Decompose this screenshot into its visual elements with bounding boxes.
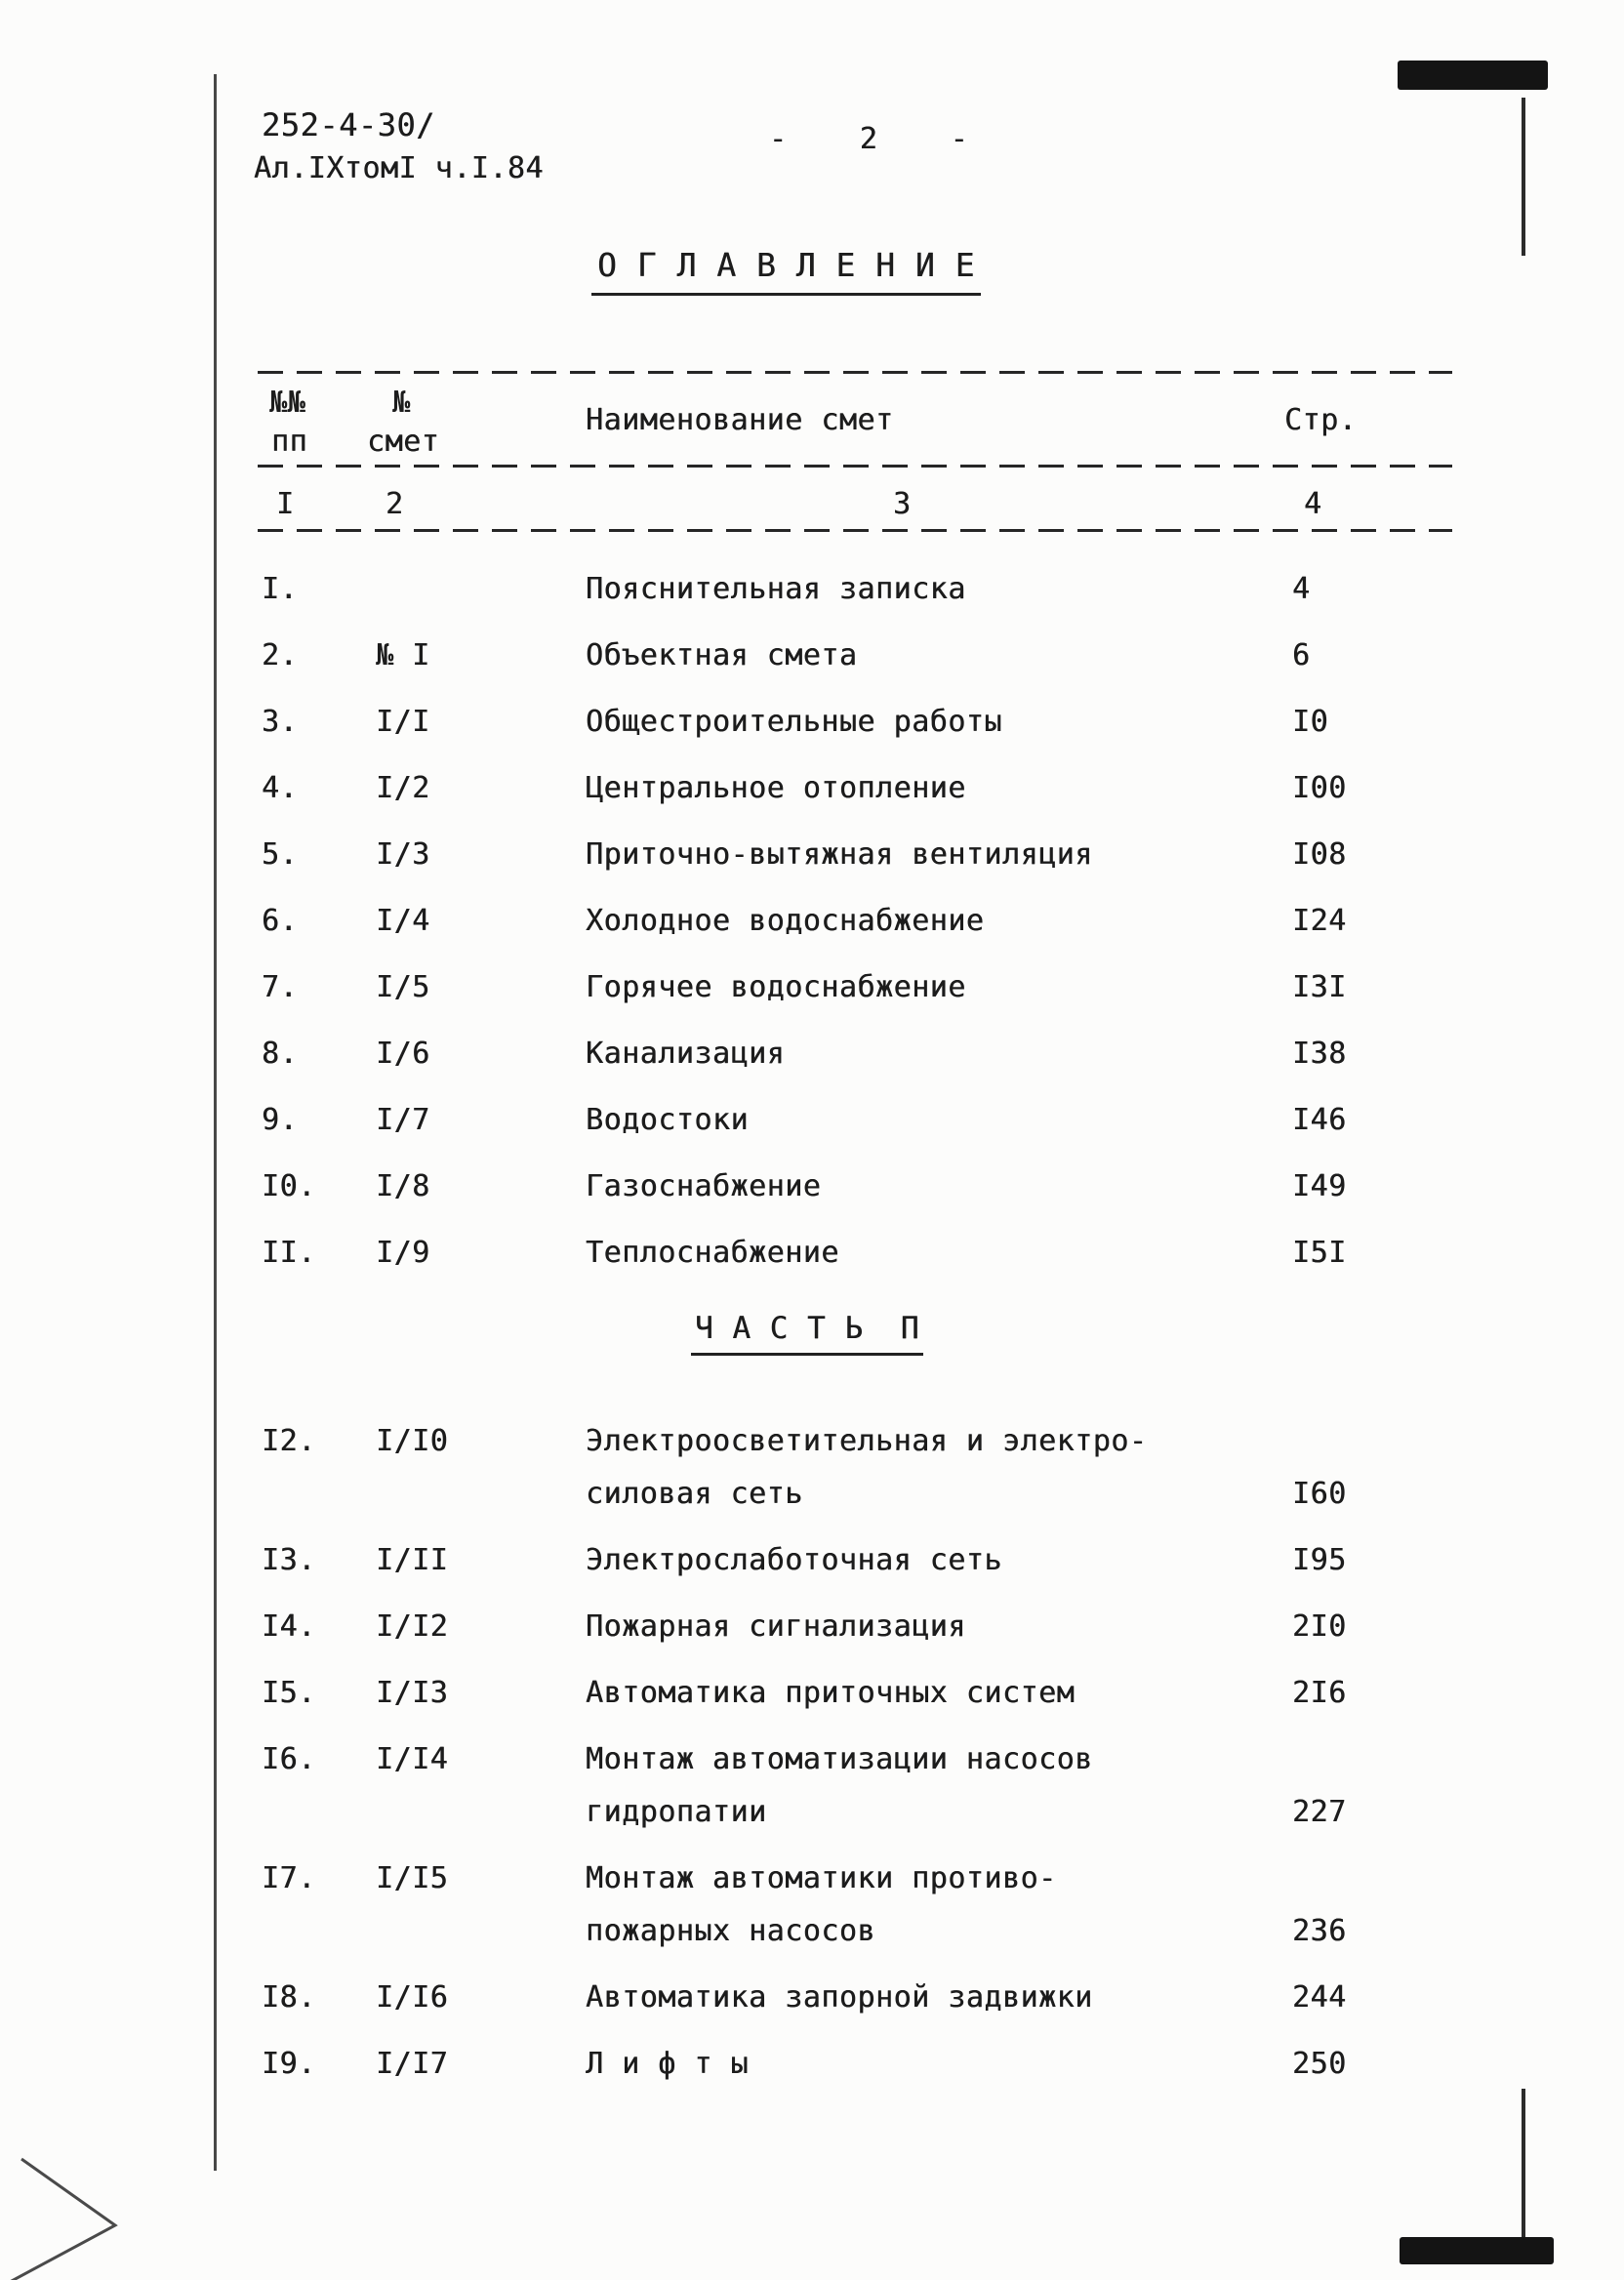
row-num: 4.	[262, 771, 299, 805]
bottom-right-corner-mark	[1400, 2237, 1554, 2264]
row-smeta: I/2	[376, 771, 430, 805]
row-smeta: I/I3	[376, 1676, 449, 1710]
toc-row	[262, 2046, 1456, 2083]
row-page: I00	[1292, 771, 1347, 805]
col-number-3: 3	[893, 487, 912, 521]
row-num: 5.	[262, 837, 299, 872]
toc-row	[262, 1860, 1456, 1950]
row-num: I5.	[262, 1676, 316, 1710]
left-border-line	[214, 74, 217, 2171]
row-num: 2.	[262, 638, 299, 672]
col-header-smet-line1: №	[392, 386, 411, 420]
row-page: I5I	[1292, 1236, 1347, 1270]
row-smeta: I/4	[376, 904, 430, 938]
row-name: Л и ф т ы	[586, 2047, 750, 2081]
row-page: I60	[1292, 1477, 1347, 1511]
row-smeta: I/9	[376, 1236, 430, 1270]
row-name: Монтаж автоматики противо- пожарных насосов	[586, 1861, 1057, 1948]
row-page: I49	[1292, 1169, 1347, 1203]
row-name: Приточно-вытяжная вентиляция	[586, 837, 1093, 872]
row-num: I7.	[262, 1861, 316, 1895]
toc-row	[262, 1235, 1456, 1272]
row-smeta: I/I5	[376, 1861, 449, 1895]
page-number: - 2 -	[769, 122, 969, 156]
top-right-corner-mark	[1398, 61, 1548, 90]
document-number: 252-4-30/	[262, 106, 435, 143]
row-page: I3I	[1292, 970, 1347, 1004]
row-smeta: I/8	[376, 1169, 430, 1203]
toc-row	[262, 1542, 1456, 1579]
row-name: Электрослаботочная сеть	[586, 1543, 1002, 1577]
row-name: Водостоки	[586, 1103, 750, 1137]
row-name: Общестроительные работы	[586, 705, 1002, 739]
toc-row	[262, 1102, 1456, 1139]
row-smeta: I/I2	[376, 1609, 449, 1644]
toc-row	[262, 1168, 1456, 1205]
toc-row	[262, 903, 1456, 940]
row-smeta: I/II	[376, 1543, 449, 1577]
row-num: I2.	[262, 1424, 316, 1458]
table-rule-colnum	[258, 529, 1452, 532]
row-smeta: I/5	[376, 970, 430, 1004]
row-page: 6	[1292, 638, 1311, 672]
table-rule-header	[258, 465, 1452, 468]
col-number-4: 4	[1304, 487, 1322, 521]
row-smeta: I/7	[376, 1103, 430, 1137]
row-num: I6.	[262, 1742, 316, 1776]
row-num: I8.	[262, 1980, 316, 2015]
row-page: 236	[1292, 1914, 1347, 1948]
col-header-name: Наименование смет	[586, 403, 894, 437]
row-smeta: I/I7	[376, 2047, 449, 2081]
toc-row	[262, 1675, 1456, 1712]
col-header-npp-line1: №№	[269, 386, 306, 420]
toc-row	[262, 1979, 1456, 2016]
row-smeta: I/6	[376, 1037, 430, 1071]
row-num: 6.	[262, 904, 299, 938]
row-num: II.	[262, 1236, 316, 1270]
row-page: I24	[1292, 904, 1347, 938]
row-num: I4.	[262, 1609, 316, 1644]
part2-heading: Ч А С Т Ь П	[691, 1310, 923, 1356]
row-smeta: I/I6	[376, 1980, 449, 2015]
row-page: 2I0	[1292, 1609, 1347, 1644]
row-name: Автоматика приточных систем	[586, 1676, 1076, 1710]
row-page: 227	[1292, 1795, 1347, 1829]
row-page: I95	[1292, 1543, 1347, 1577]
row-smeta: № I	[376, 638, 430, 672]
row-smeta: I/I	[376, 705, 430, 739]
row-page: 2I6	[1292, 1676, 1347, 1710]
row-name: Автоматика запорной задвижки	[586, 1980, 1093, 2015]
row-smeta: I/I4	[376, 1742, 449, 1776]
col-number-2: 2	[386, 487, 404, 521]
toc-row	[262, 1608, 1456, 1646]
row-smeta: I/3	[376, 837, 430, 872]
toc-row	[262, 1036, 1456, 1073]
toc-row	[262, 1741, 1456, 1831]
toc-row	[262, 571, 1456, 608]
row-num: I.	[262, 572, 299, 606]
row-page: 4	[1292, 572, 1311, 606]
row-page: I38	[1292, 1037, 1347, 1071]
row-name: Горячее водоснабжение	[586, 970, 966, 1004]
toc-row	[262, 637, 1456, 674]
toc-row	[262, 836, 1456, 874]
col-header-smet-line2: смет	[367, 425, 440, 459]
toc-row	[262, 704, 1456, 741]
row-num: 7.	[262, 970, 299, 1004]
page-title: О Г Л А В Л Е Н И Е	[591, 246, 981, 296]
row-page: 250	[1292, 2047, 1347, 2081]
row-num: 9.	[262, 1103, 299, 1137]
row-name: Центральное отопление	[586, 771, 966, 805]
toc-part2-rows	[262, 1423, 1456, 2112]
row-num: 8.	[262, 1037, 299, 1071]
col-number-1: I	[276, 487, 295, 521]
toc-row	[262, 770, 1456, 807]
toc-row	[262, 1423, 1456, 1513]
document-code: Ал.IХтомI ч.I.84	[254, 151, 544, 185]
row-name: Пожарная сигнализация	[586, 1609, 966, 1644]
row-name: Пояснительная записка	[586, 572, 966, 606]
bottom-right-border-line	[1522, 2089, 1525, 2237]
row-num: 3.	[262, 705, 299, 739]
row-name: Монтаж автоматизации насосов гидропатии	[586, 1742, 1093, 1829]
bottom-left-corner-mark	[0, 2145, 166, 2280]
row-page: I0	[1292, 705, 1329, 739]
row-name: Канализация	[586, 1037, 786, 1071]
row-page: I46	[1292, 1103, 1347, 1137]
row-num: I0.	[262, 1169, 316, 1203]
row-name: Объектная смета	[586, 638, 858, 672]
row-name: Теплоснабжение	[586, 1236, 839, 1270]
table-rule-top	[258, 371, 1452, 374]
row-name: Электроосветительная и электро- силовая сеть	[586, 1424, 1148, 1511]
row-name: Холодное водоснабжение	[586, 904, 985, 938]
row-page: 244	[1292, 1980, 1347, 2015]
top-right-border-line	[1522, 98, 1525, 256]
row-name: Газоснабжение	[586, 1169, 822, 1203]
col-header-npp-line2: пп	[271, 425, 308, 459]
row-num: I9.	[262, 2047, 316, 2081]
toc-part1-rows	[262, 571, 1456, 1301]
row-num: I3.	[262, 1543, 316, 1577]
row-smeta: I/I0	[376, 1424, 449, 1458]
row-page: I08	[1292, 837, 1347, 872]
col-header-page: Стр.	[1284, 403, 1358, 437]
toc-row	[262, 969, 1456, 1006]
